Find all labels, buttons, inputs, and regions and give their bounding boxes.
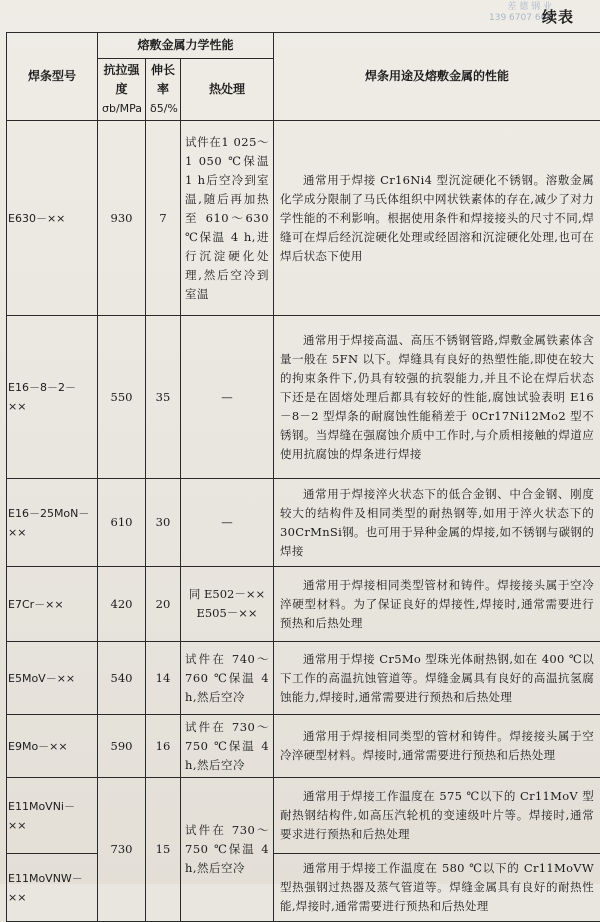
table-row — [7, 479, 600, 567]
cell-type: E11MoVNW－×× — [7, 854, 98, 922]
header-type: 焊条型号 — [7, 33, 98, 121]
cell-heat: — — [181, 316, 274, 479]
cell-type: E7Cr－×× — [7, 567, 98, 642]
cell-elongation: 30 — [146, 479, 181, 567]
cell-type: E9Mo－×× — [7, 715, 98, 778]
cell-heat: 试件在1 025～1 050 ℃保温 1 h后空冷到室温,随后再加热至 610～630 ℃保温 4 h,进行沉淀硬化处理,然后空冷到室温 — [181, 121, 274, 316]
cell-use: 通常用于焊接相同类型的管材和铸件。焊接接头属于空冷淬硬型材料。焊接时,通常需要进行预热和后热处理 — [274, 715, 600, 778]
cell-tensile: 540 — [98, 642, 146, 715]
page-header — [0, 0, 600, 32]
cell-heat: 试件在 740～760 ℃保温 4 h,然后空冷 — [181, 642, 274, 715]
cell-type: E630－×× — [7, 121, 98, 316]
cell-use: 通常用于焊接淬火状态下的低合金钢、中合金钢、刚度较大的结构件及相同类型的耐热钢等,如用于淬火状态下的 30CrMnSi钢。也可用于异种金属的焊接,如不锈钢与碳钢的焊接 — [274, 479, 600, 567]
cell-use: 通常用于焊接 Cr5Mo 型珠光体耐热钢,如在 400 ℃以下工作的高温抗蚀管道等。焊缝金属具有良好的高温抗氢腐蚀能力,焊接时,通常需要进行预热和后热处理 — [274, 642, 600, 715]
cell-heat: — — [181, 479, 274, 567]
cell-heat: 试件在 730～750 ℃保温 4 h,然后空冷 — [181, 715, 274, 778]
table-row — [7, 316, 600, 479]
table-row — [7, 778, 600, 854]
cell-use: 通常用于焊接工作温度在 580 ℃以下的 Cr11MoVW 型热强钢过热器及蒸气管道等。焊缝金属具有良好的耐热性能,焊接时,通常需要进行预热和后热处理 — [274, 854, 600, 922]
cell-use: 通常用于焊接工作温度在 575 ℃以下的 Cr11MoV 型耐热钢结构件,如高压汽轮机的变速级叶片等。焊接时,通常要求进行预热和后热处理 — [274, 778, 600, 854]
cell-elongation: 35 — [146, 316, 181, 479]
cell-tensile: 420 — [98, 567, 146, 642]
cell-elongation: 16 — [146, 715, 181, 778]
cell-type: E11MoVNi－×× — [7, 778, 98, 854]
header-heat: 热处理 — [181, 59, 274, 121]
cell-elongation: 7 — [146, 121, 181, 316]
table-row — [7, 854, 600, 922]
table-row — [7, 715, 600, 778]
header-elongation: 伸长率 δ5/% — [146, 59, 181, 121]
cell-elongation: 20 — [146, 567, 181, 642]
cell-elongation: 14 — [146, 642, 181, 715]
cell-use: 通常用于焊接相同类型管材和铸件。焊接接头属于空冷淬硬型材料。为了保证良好的焊接性,焊接时,通常需要进行预热和后热处理 — [274, 567, 600, 642]
header-tensile: 抗拉强度 σb/MPa — [98, 59, 146, 121]
electrode-spec-table — [6, 32, 600, 922]
cell-type: E5MoV－×× — [7, 642, 98, 715]
table-row — [7, 642, 600, 715]
cell-elongation: 15 — [146, 778, 181, 922]
cell-tensile: 590 — [98, 715, 146, 778]
table-row — [7, 121, 600, 316]
cell-type: E16－25MoN－×× — [7, 479, 98, 567]
table-row — [7, 567, 600, 642]
watermark: 差 德 钢 业 139 6707 666 — [489, 2, 552, 24]
cell-tensile: 730 — [98, 778, 146, 922]
cell-use: 通常用于焊接高温、高压不锈钢管路,焊敷金属铁素体含量一般在 5FN 以下。焊缝具有良好的热塑性能,即使在较大的拘束条件下,仍具有较强的抗裂能力,并且不论在焊后状态下还是在固熔处理后都具有较好的性能,腐蚀试验表明 E16－8－2 型焊条的耐腐蚀性能稍差于 0Cr17Ni12Mo2 型不锈钢。当焊缝在强腐蚀介质中工作时,与介质相接触的焊道应使用抗腐蚀的焊条进行焊接 — [274, 316, 600, 479]
cell-type: E16－8－2－×× — [7, 316, 98, 479]
header-mech-group: 熔敷金属力学性能 — [98, 33, 274, 59]
cell-heat: 试件在 730～750 ℃保温 4 h,然后空冷 — [181, 778, 274, 922]
cell-tensile: 550 — [98, 316, 146, 479]
cell-use: 通常用于焊接 Cr16Ni4 型沉淀硬化不锈钢。溶敷金属化学成分限制了马氏体组织中网状铁素体的存在,减少了对力学性能的不利影响。根据使用条件和焊接接头的尺寸不同,焊缝可在焊后经沉淀硬化处理或经固溶和沉淀硬化处理,也可在焊后状态下使用 — [274, 121, 600, 316]
cell-tensile: 930 — [98, 121, 146, 316]
cell-heat: 同 E502－×× E505－×× — [181, 567, 274, 642]
continued-label: 续表 — [542, 6, 574, 27]
cell-tensile: 610 — [98, 479, 146, 567]
header-use: 焊条用途及熔敷金属的性能 — [274, 33, 600, 121]
